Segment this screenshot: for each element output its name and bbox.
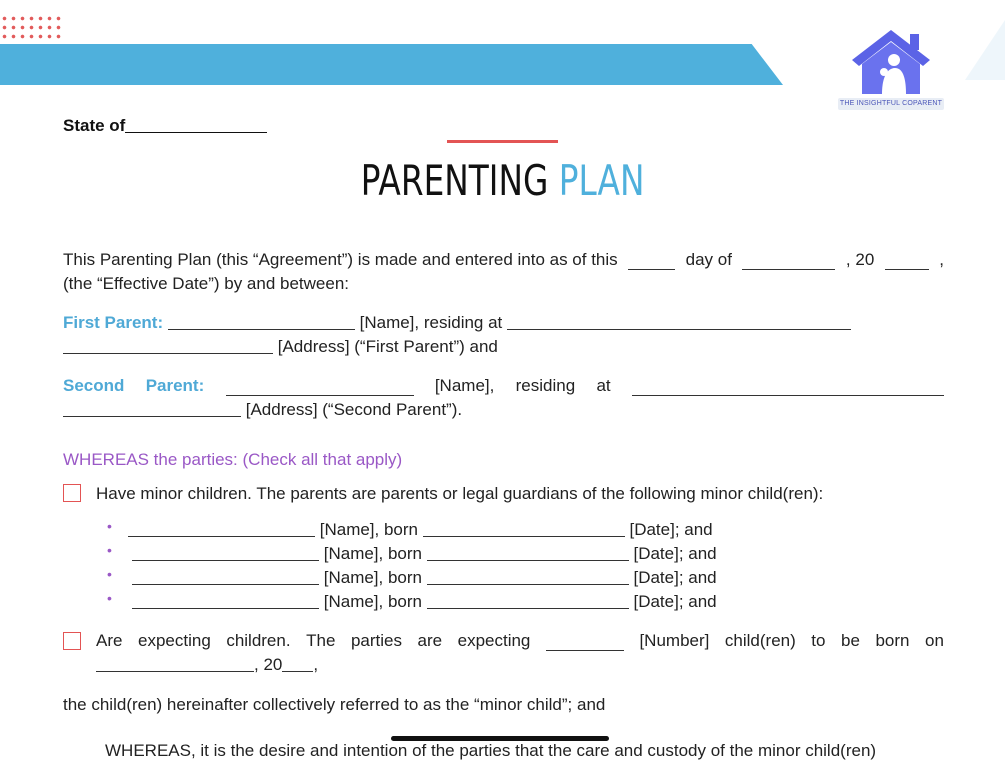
second-parent-name-text: [Name], [434,376,495,395]
exp-word-9: child(ren) [724,631,796,650]
child-bullet-1: • [107,518,112,534]
expecting-number-blank[interactable] [546,636,624,651]
second-parent-residence-blank[interactable] [632,381,944,396]
expecting-checkbox[interactable] [63,632,81,650]
first-parent-address-blank[interactable] [63,339,273,354]
child-3-date-text: [Date]; and [633,568,717,587]
first-parent-address-text: [Address] (“First Parent”) and [277,337,498,356]
logo [838,28,944,112]
child-row-2 [132,544,717,564]
child-bullet-2: • [107,542,112,558]
decorative-corner [965,20,1005,80]
month-blank[interactable] [742,255,835,270]
exp-word-8: [Number] [639,631,710,650]
state-blank[interactable] [125,117,267,133]
child-2-date-text: [Date]; and [633,544,717,563]
child-3-name-blank[interactable] [132,570,319,585]
exp-word-5: parties [350,631,402,650]
expecting-line-2 [96,655,318,675]
child-4-name-text: [Name], born [323,592,422,611]
header-banner [0,44,783,85]
first-parent-label: First Parent: [63,313,164,332]
whereas-heading: WHEREAS the parties: (Check all that apply) [63,450,403,469]
expecting-line-1 [96,631,944,651]
second-parent-label-b: Parent: [145,376,205,395]
child-row-4 [132,592,717,612]
intro-text-d: , [939,250,944,269]
child-1-name-blank[interactable] [128,522,315,537]
second-parent-line-1 [63,376,944,396]
intro-text-a: This Parenting Plan (this “Agreement”) is made and entered into as of this [63,250,618,269]
intro-line-2: (the “Effective Date”) by and between: [63,274,350,293]
minor-children-text: Have minor children. The parents are parents or legal guardians of the following minor child(ren): [96,484,824,503]
title-rule [447,140,558,143]
day-blank[interactable] [628,255,675,270]
state-field [63,116,267,136]
expecting-date-blank[interactable] [96,657,254,672]
exp-word-13: on [925,631,944,650]
child-4-date-blank[interactable] [427,594,629,609]
second-parent-line-2 [63,400,462,420]
expecting-end-text: , [313,655,319,674]
second-parent-address-blank[interactable] [63,402,241,417]
exp-word-2: expecting [138,631,211,650]
child-4-name-blank[interactable] [132,594,319,609]
intro-text-c: , 20 [845,250,875,269]
house-icon [848,28,934,96]
child-2-name-blank[interactable] [132,546,319,561]
exp-word-10: to [811,631,826,650]
intro-line-1 [63,250,944,270]
page-title [111,156,895,205]
child-2-name-text: [Name], born [323,544,422,563]
first-parent-residence-blank[interactable] [507,315,851,330]
second-parent-residing-text: residing [515,376,576,395]
exp-word-7: expecting [457,631,531,650]
title-part-1: PARENTING [360,156,549,205]
child-1-name-text: [Name], born [319,520,418,539]
child-bullet-4: • [107,590,112,606]
cutoff-line: WHEREAS, it is the desire and intention of the parties that the care and custody of the minor child(ren) [105,741,877,760]
expecting-year-blank[interactable] [282,657,313,672]
first-parent-line-2 [63,337,498,357]
title-part-2: PLAN [558,156,645,205]
child-1-date-text: [Date]; and [629,520,713,539]
first-parent-line-1 [63,313,851,333]
minor-children-checkbox[interactable] [63,484,81,502]
collective-text: the child(ren) hereinafter collectively referred to as the “minor child”; and [63,695,606,714]
child-bullet-3: • [107,566,112,582]
year-blank[interactable] [885,255,929,270]
exp-word-3: children. [226,631,291,650]
child-row-1 [128,520,713,540]
exp-word-11: be [841,631,860,650]
second-parent-at-text: at [596,376,611,395]
decorative-dots [0,14,64,42]
second-parent-label-a: Second [63,376,125,395]
exp-word-4: The [306,631,336,650]
exp-word-12: born [875,631,910,650]
child-2-date-blank[interactable] [427,546,629,561]
child-3-date-blank[interactable] [427,570,629,585]
child-1-date-blank[interactable] [423,522,625,537]
exp-word-1: Are [96,631,123,650]
second-parent-address-text: [Address] (“Second Parent”). [245,400,463,419]
first-parent-name-text: [Name], residing at [359,313,503,332]
child-row-3 [132,568,717,588]
child-3-name-text: [Name], born [323,568,422,587]
child-4-date-text: [Date]; and [633,592,717,611]
exp-word-6: are [417,631,443,650]
first-parent-name-blank[interactable] [168,315,355,330]
intro-text-b: day of [685,250,732,269]
state-label: State of [63,116,126,135]
second-parent-name-blank[interactable] [226,381,414,396]
logo-text: THE INSIGHTFUL COPARENT [838,98,944,110]
expecting-year-text: , 20 [254,655,283,674]
